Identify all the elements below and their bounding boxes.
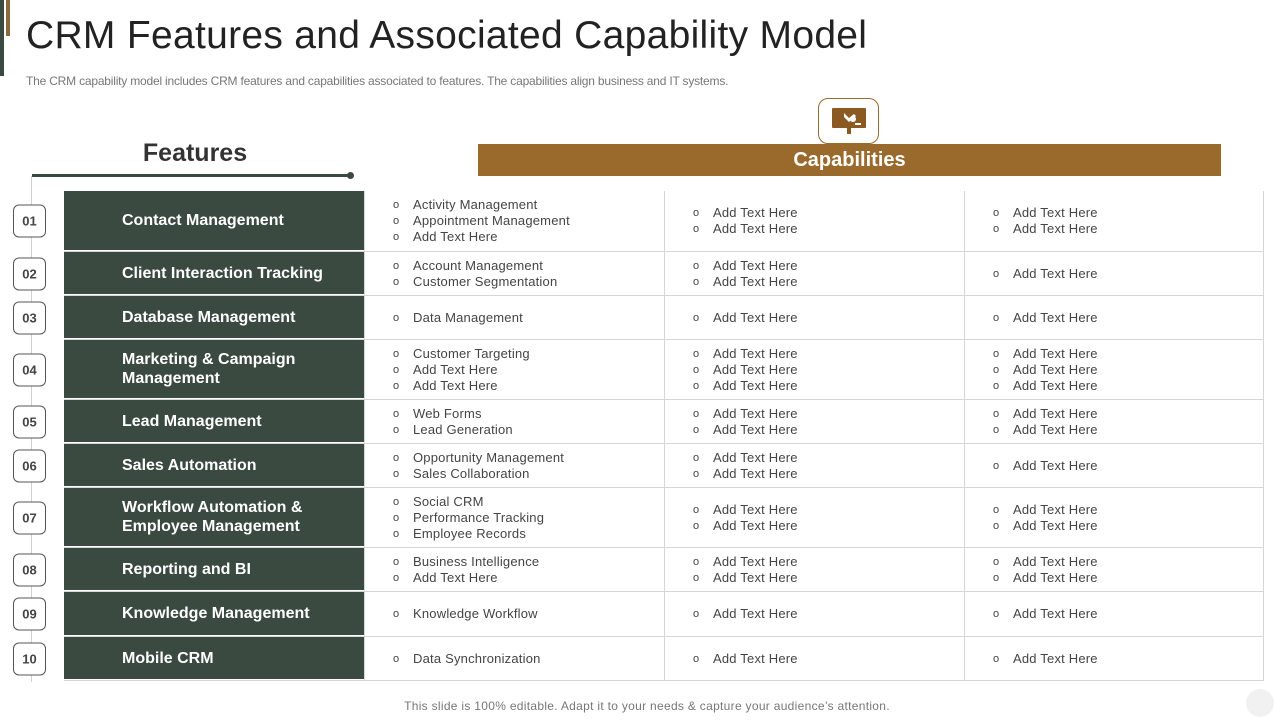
row-number: 06 [13,449,46,482]
table-row [22,252,1264,296]
capability-cell [964,400,1264,443]
table-row [22,548,1264,592]
capability-item: o Add Text Here [965,651,1263,667]
capability-item: o Add Text Here [665,378,964,394]
feature-label: Sales Automation [64,444,364,487]
capability-cell [364,444,664,487]
feature-label: Knowledge Management [64,592,364,636]
table-row [22,444,1264,488]
capability-cell [664,637,964,680]
capability-item: o Activity Management [365,197,664,213]
capability-cell [964,592,1264,636]
capability-item: o Add Text Here [965,266,1263,282]
row-number: 03 [13,301,46,334]
row-number: 04 [13,353,46,386]
presentation-board-icon [818,98,879,144]
capability-item: o Add Text Here [965,406,1263,422]
capability-cell [964,548,1264,591]
capability-item: o Add Text Here [365,378,664,394]
capability-item: o Add Text Here [965,606,1263,622]
feature-label: Client Interaction Tracking [64,252,364,295]
capability-item: o Add Text Here [665,346,964,362]
capability-cell [364,400,664,443]
table-row [22,400,1264,444]
capability-cell [664,444,964,487]
capability-item: o Data Management [365,310,664,326]
capability-item: o Add Text Here [665,466,964,482]
capability-cell [364,637,664,680]
capability-item: o Add Text Here [665,554,964,570]
feature-label: Mobile CRM [64,637,364,680]
capability-cell [664,548,964,591]
capability-item: o Business Intelligence [365,554,664,570]
capability-cell [364,191,664,251]
capability-item: o Add Text Here [665,258,964,274]
row-number: 09 [13,598,46,631]
feature-label: Lead Management [64,400,364,443]
capability-cell [664,191,964,251]
capability-cell [964,637,1264,680]
capability-item: o Add Text Here [965,570,1263,586]
capability-item: o Add Text Here [965,502,1263,518]
capability-item: o Add Text Here [365,570,664,586]
capability-item: o Opportunity Management [365,450,664,466]
capability-table [22,191,1264,681]
capability-item: o Add Text Here [965,205,1263,221]
capability-item: o Add Text Here [665,570,964,586]
features-underline-dot [347,172,354,179]
feature-label: Database Management [64,296,364,339]
capability-item: o Add Text Here [365,362,664,378]
row-number: 01 [13,205,46,238]
capability-item: o Customer Segmentation [365,274,664,290]
capability-cell [664,252,964,295]
capability-item: o Data Synchronization [365,651,664,667]
table-row [22,592,1264,637]
table-row [22,488,1264,548]
capability-cell [364,592,664,636]
capability-cell [364,252,664,295]
capability-cell [664,296,964,339]
capability-item: o Web Forms [365,406,664,422]
table-row [22,191,1264,252]
footer-note: This slide is 100% editable. Adapt it to your needs & capture your audience’s attention. [404,699,890,713]
capability-item: o Add Text Here [665,606,964,622]
row-number: 05 [13,405,46,438]
capability-item: o Add Text Here [665,221,964,237]
capability-cell [964,296,1264,339]
capability-item: o Account Management [365,258,664,274]
feature-label: Workflow Automation & Employee Management [64,488,364,547]
capability-item: o Add Text Here [665,205,964,221]
page-subtitle: The CRM capability model includes CRM features and capabilities associated to features. The capabilities align business and IT systems. [26,74,729,88]
capabilities-header: Capabilities [478,144,1221,176]
capability-cell [664,488,964,547]
capability-item: o Add Text Here [965,378,1263,394]
feature-label: Contact Management [64,191,364,251]
capability-cell [364,488,664,547]
table-row [22,296,1264,340]
capability-cell [964,488,1264,547]
features-underline [32,174,350,177]
capability-item: o Lead Generation [365,422,664,438]
capability-cell [964,191,1264,251]
capability-item: o Add Text Here [665,450,964,466]
capability-item: o Add Text Here [965,518,1263,534]
capability-item: o Add Text Here [365,229,664,245]
capability-item: o Knowledge Workflow [365,606,664,622]
corner-decoration [1246,689,1274,717]
capability-item: o Add Text Here [665,651,964,667]
accent-bar [0,0,4,76]
capability-item: o Sales Collaboration [365,466,664,482]
capability-item: o Add Text Here [665,362,964,378]
feature-label: Reporting and BI [64,548,364,591]
capability-cell [964,444,1264,487]
capability-item: o Add Text Here [665,422,964,438]
capability-item: o Performance Tracking [365,510,664,526]
capability-cell [364,296,664,339]
capability-item: o Add Text Here [965,362,1263,378]
capability-cell [664,340,964,399]
capability-item: o Add Text Here [665,310,964,326]
capability-item: o Add Text Here [665,406,964,422]
capability-cell [664,592,964,636]
row-number: 08 [13,553,46,586]
feature-label: Marketing & Campaign Management [64,340,364,399]
table-row [22,340,1264,400]
capability-item: o Customer Targeting [365,346,664,362]
capability-cell [964,340,1264,399]
capability-item: o Social CRM [365,494,664,510]
capability-item: o Employee Records [365,526,664,542]
capability-cell [964,252,1264,295]
features-heading: Features [142,139,248,167]
capability-item: o Add Text Here [965,422,1263,438]
capability-item: o Add Text Here [965,310,1263,326]
capability-item: o Appointment Management [365,213,664,229]
row-number: 07 [13,501,46,534]
accent-bar-secondary [6,0,10,36]
page-title: CRM Features and Associated Capability Model [26,14,868,57]
capability-cell [364,548,664,591]
capability-item: o Add Text Here [965,346,1263,362]
row-number: 10 [13,642,46,675]
capability-cell [664,400,964,443]
capability-item: o Add Text Here [965,458,1263,474]
capability-item: o Add Text Here [665,518,964,534]
row-number: 02 [13,257,46,290]
table-row [22,637,1264,681]
capability-item: o Add Text Here [965,554,1263,570]
capability-item: o Add Text Here [665,274,964,290]
capability-item: o Add Text Here [965,221,1263,237]
capability-item: o Add Text Here [665,502,964,518]
capability-cell [364,340,664,399]
